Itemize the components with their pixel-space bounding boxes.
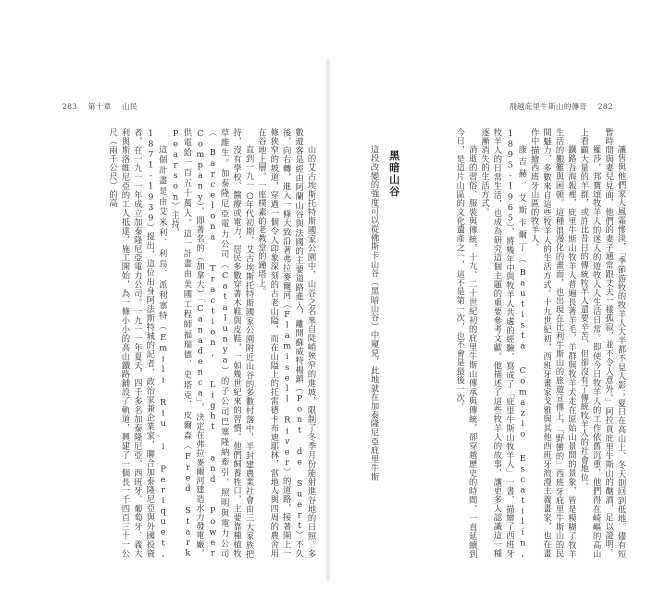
chapter-title: 山民: [122, 102, 138, 111]
paragraph: 消逝的習俗、服裝與傳統，十九、二十世紀初的庇里牛斯山傳承與傳統，卻穿越歷史的時間，一直延續到今日，是這片山區的文化遺產之一，這不是第一次，也不會是最後一次。: [455, 128, 479, 558]
right-running-header: [501, 101, 613, 112]
chapter-label: 第十章: [87, 102, 112, 111]
paragraph: 鐵路吾海報裡，庇里牛斯山牧羊人普遍長著羊毛，羊群與牧羊犬走在原始山景間的景象，皆是模糊了牧羊生活的艱難與困頓。這種浪漫化的畫面，也出現在比利牛斯山的旅遊宣傳上，「野蠻的」西班牙庇里牛斯山的民間魅力，多數來自這些牧羊人的生活方式。十九世紀初，西班牙畫家戈雅與其他西班牙浪漫主義畫家，也在畫作中描繪西班牙山區的牧羊人。: [530, 128, 578, 558]
book-title: 飛越庇里牛斯山的傳奇: [509, 102, 588, 111]
left-running-header: [62, 101, 146, 112]
paragraph: 羅莎，邦寶頌牧羊人的迷人的遊牧人人生活日常。即使今日牧羊人的工作依舊沉重，他們得在崎嶇的高山上看顧大量的羊群，或許比昔日的傳統牧羊人還要辛苦，但卻沒有了傳統牧羊人的社會地位。: [579, 128, 603, 558]
book-gutter: [326, 60, 330, 580]
paragraph: 讓售與他們家人風霜慘淡，「季節游牧的牧羊人大半都不見人影；夏日在高山上、冬天則回到低地。儘有短暫時間與妻兒見面，他們的妻子通常跟丈夫一樣孤寂，並不令人意外。」阿拉貢庇里牛斯山的酗酒，足以證明。: [604, 128, 627, 558]
left-page-number: 283: [62, 102, 78, 111]
right-page-number: 282: [597, 102, 613, 111]
right-page-section-body: [343, 128, 381, 558]
left-page-body: [66, 128, 318, 558]
paragraph: 這段改變的強度可以從佛斯卡山谷（黑暗山谷）中窺見，此地就在加泰隆尼亞庇里牛斯: [370, 144, 380, 481]
paragraph: 康吉赫．艾斯卡爾丁（Bautista Comazio Escatilín, 1895-1965），將幾年中與牧羊人共處的經驗，寫成了「庇里牛斯山牧羊人」一書，描繪了西班牙牧羊人的日常生活，也成為研究這個主題的重要參考文獻。他描述了這些牧羊人的故事，讓更多人認識這一種逐漸消失的生活方式。: [480, 128, 528, 558]
paragraph: 直到一九一○年代初期，艾古埃斯托特斯國家公園附近山谷的多數村落中，半封建農業社會由三大家族把持，沒有學校、醫療或電力，居民多數穿著木鞋與皮鞋，一如幾世紀來的習慣。他們飼養牲口，主要靠種植牧草維生。加泰隆尼亞電力公司（Catalunya）的子公司巴塞隆納牽引、照明與電力公司（Barcelona Traction, Light and Power Company），即著名的（加拿大）「Canadenca」，決定在弗拉麥爾河建造水力發電廠，供電給一百五十萬人。這一計畫由美國工程師福瑞德．史塔克．皮爾森（Fred Stark Pearson）主持，: [170, 128, 255, 558]
section-heading: 黑暗山谷: [388, 150, 400, 198]
right-page-body: [404, 128, 628, 558]
paragraph: 這個計畫是由艾米利．利烏．派利塞特（Emili Riu i Periquet, 1871-1939）提出，這位出身阿法斯特城的記者、政治家兼企業家，聯合加泰隆尼亞與外國投資者，在一九一一年成立加泰隆尼亞電力公司。一九一一年夏天，四千多名加泰隆尼亞、西班牙、葡萄牙、義大利與斯洛維尼亞的工人抵達，施工開始，為一條小小的高山鐵路鋪設了軌道，興建了一個長一千四百三十一公尺（兩千公尺）的高: [108, 128, 169, 558]
paragraph: 山的艾古埃斯托特斯國家公園中，山谷之名來自陡峭狹窄的進坡，限制了冬季月份能射進谷地的日照。多數遊客是經由阿蘭山谷與法國的主要道路進入，離開蘇威特楊鎮（Pont de Suert）不久後，向右轉，進入一條大致沿著弗拉麥爾河（Flamisell River）的道路，接著開上一條狹窄的坡道，穿過一個令人印象深刻的古老山隘，而在山隘上的托雷德卡布迪耶林，當地人與四周的農舍用在谷地上層，一座樸素的老教堂的鐘塔上。: [257, 128, 317, 558]
